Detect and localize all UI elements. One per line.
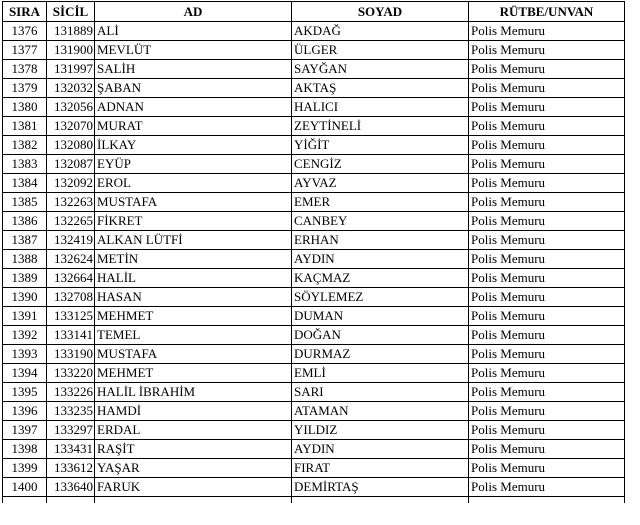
header-sicil: SİCİL [47,2,95,22]
cell-soyad: EMER [292,193,469,212]
cell-sicil: 132624 [47,250,95,269]
cell-rutbe: Polis Memuru [469,98,625,117]
cell-rutbe: Polis Memuru [469,117,625,136]
table-header-row [3,2,625,22]
cell-soyad: DEMİRTAŞ [292,478,469,497]
cell-rutbe: Polis Memuru [469,459,625,478]
table-row [3,307,625,326]
cell-sicil: 132070 [47,117,95,136]
cell-sira: 1378 [3,60,47,79]
cell-sira: 1390 [3,288,47,307]
cell-rutbe: Polis Memuru [469,307,625,326]
cell-partial [292,497,469,504]
cell-sira: 1398 [3,440,47,459]
cell-sira: 1388 [3,250,47,269]
cell-soyad: SÖYLEMEZ [292,288,469,307]
table-row [3,155,625,174]
cell-partial [469,497,625,504]
cell-soyad: YİĞİT [292,136,469,155]
cell-soyad: DUMAN [292,307,469,326]
table-row [3,383,625,402]
cell-ad: ERDAL [95,421,292,440]
cell-rutbe: Polis Memuru [469,155,625,174]
cell-sicil: 133235 [47,402,95,421]
table-row [3,212,625,231]
cell-rutbe: Polis Memuru [469,345,625,364]
cell-sicil: 133640 [47,478,95,497]
cell-sira: 1399 [3,459,47,478]
cell-ad: HALİL [95,269,292,288]
cell-sicil: 131900 [47,41,95,60]
cell-ad: ŞABAN [95,79,292,98]
table-row [3,421,625,440]
cell-rutbe: Polis Memuru [469,421,625,440]
cell-ad: FARUK [95,478,292,497]
table-row [3,117,625,136]
cell-sicil: 132263 [47,193,95,212]
cell-partial [3,497,47,504]
cell-rutbe: Polis Memuru [469,250,625,269]
table-row [3,250,625,269]
cell-soyad: DOĞAN [292,326,469,345]
cell-ad: MUSTAFA [95,345,292,364]
cell-soyad: ÜLGER [292,41,469,60]
table-row [3,288,625,307]
cell-soyad: CENGİZ [292,155,469,174]
table-row [3,136,625,155]
cell-sira: 1381 [3,117,47,136]
cell-soyad: SARI [292,383,469,402]
cell-ad: İLKAY [95,136,292,155]
cell-rutbe: Polis Memuru [469,79,625,98]
table-row [3,326,625,345]
cell-sicil: 132265 [47,212,95,231]
cell-sira: 1377 [3,41,47,60]
cell-soyad: FIRAT [292,459,469,478]
cell-rutbe: Polis Memuru [469,364,625,383]
cell-sicil: 133612 [47,459,95,478]
cell-ad: METİN [95,250,292,269]
cell-soyad: KAÇMAZ [292,269,469,288]
cell-sira: 1376 [3,22,47,41]
table-row [3,459,625,478]
cell-soyad: DURMAZ [292,345,469,364]
cell-ad: RAŞİT [95,440,292,459]
cell-ad: MEHMET [95,307,292,326]
cell-sicil: 132056 [47,98,95,117]
cell-rutbe: Polis Memuru [469,41,625,60]
cell-ad: ALİ [95,22,292,41]
cell-soyad: ERHAN [292,231,469,250]
cell-sira: 1395 [3,383,47,402]
cell-sira: 1396 [3,402,47,421]
cell-rutbe: Polis Memuru [469,269,625,288]
cell-soyad: ZEYTİNELİ [292,117,469,136]
cell-rutbe: Polis Memuru [469,193,625,212]
cell-sira: 1382 [3,136,47,155]
cell-ad: EYÜP [95,155,292,174]
table-row [3,440,625,459]
cell-sira: 1383 [3,155,47,174]
cell-soyad: HALICI [292,98,469,117]
header-ad: AD [95,2,292,22]
cell-partial [47,497,95,504]
table-row [3,402,625,421]
cell-sicil: 132092 [47,174,95,193]
cell-sicil: 132032 [47,79,95,98]
cell-rutbe: Polis Memuru [469,326,625,345]
cell-ad: EROL [95,174,292,193]
cell-sira: 1392 [3,326,47,345]
cell-sicil: 133125 [47,307,95,326]
cell-soyad: AKDAĞ [292,22,469,41]
cell-ad: SALİH [95,60,292,79]
table-row [3,41,625,60]
table-body [3,22,625,504]
cell-rutbe: Polis Memuru [469,60,625,79]
cell-ad: MUSTAFA [95,193,292,212]
header-soyad: SOYAD [292,2,469,22]
cell-sira: 1400 [3,478,47,497]
cell-ad: ALKAN LÜTFİ [95,231,292,250]
cell-rutbe: Polis Memuru [469,136,625,155]
cell-partial [95,497,292,504]
cell-rutbe: Polis Memuru [469,212,625,231]
cell-sicil: 133431 [47,440,95,459]
table-row [3,345,625,364]
cell-sira: 1394 [3,364,47,383]
cell-sira: 1391 [3,307,47,326]
cell-sicil: 132419 [47,231,95,250]
cell-sicil: 133141 [47,326,95,345]
cell-sira: 1389 [3,269,47,288]
cell-ad: MEVLÜT [95,41,292,60]
cell-sira: 1387 [3,231,47,250]
cell-ad: HAMDİ [95,402,292,421]
table-row [3,79,625,98]
cell-sira: 1397 [3,421,47,440]
cell-sicil: 131889 [47,22,95,41]
cell-soyad: EMLİ [292,364,469,383]
cell-sira: 1380 [3,98,47,117]
cell-ad: HASAN [95,288,292,307]
table-row [3,231,625,250]
cell-rutbe: Polis Memuru [469,288,625,307]
cell-ad: FİKRET [95,212,292,231]
cell-rutbe: Polis Memuru [469,478,625,497]
cell-sicil: 132708 [47,288,95,307]
cell-soyad: AKTAŞ [292,79,469,98]
cell-sira: 1384 [3,174,47,193]
table-row [3,60,625,79]
table-row [3,98,625,117]
cell-ad: YAŞAR [95,459,292,478]
cell-rutbe: Polis Memuru [469,22,625,41]
cell-sira: 1393 [3,345,47,364]
cell-ad: TEMEL [95,326,292,345]
cell-ad: MEHMET [95,364,292,383]
cell-ad: MURAT [95,117,292,136]
cell-sicil: 132080 [47,136,95,155]
cell-rutbe: Polis Memuru [469,231,625,250]
header-sira: SIRA [3,2,47,22]
cell-ad: ADNAN [95,98,292,117]
table-row [3,174,625,193]
table-row [3,193,625,212]
document-page [2,1,625,503]
cell-soyad: YILDIZ [292,421,469,440]
cell-sira: 1379 [3,79,47,98]
cell-sicil: 132087 [47,155,95,174]
table-row-partial [3,497,625,504]
cell-soyad: SAYĞAN [292,60,469,79]
cell-sicil: 133190 [47,345,95,364]
cell-soyad: AYVAZ [292,174,469,193]
table-row [3,269,625,288]
cell-rutbe: Polis Memuru [469,174,625,193]
cell-sicil: 132664 [47,269,95,288]
table-row [3,22,625,41]
cell-rutbe: Polis Memuru [469,402,625,421]
cell-soyad: AYDIN [292,250,469,269]
cell-sira: 1386 [3,212,47,231]
personnel-table [2,1,625,503]
cell-sicil: 133226 [47,383,95,402]
header-rutbe: RÜTBE/UNVAN [469,2,625,22]
table-row [3,364,625,383]
cell-sicil: 131997 [47,60,95,79]
cell-soyad: CANBEY [292,212,469,231]
cell-rutbe: Polis Memuru [469,440,625,459]
table-row [3,478,625,497]
cell-soyad: ATAMAN [292,402,469,421]
cell-soyad: AYDIN [292,440,469,459]
cell-sicil: 133220 [47,364,95,383]
cell-rutbe: Polis Memuru [469,383,625,402]
cell-sicil: 133297 [47,421,95,440]
cell-ad: HALİL İBRAHİM [95,383,292,402]
cell-sira: 1385 [3,193,47,212]
